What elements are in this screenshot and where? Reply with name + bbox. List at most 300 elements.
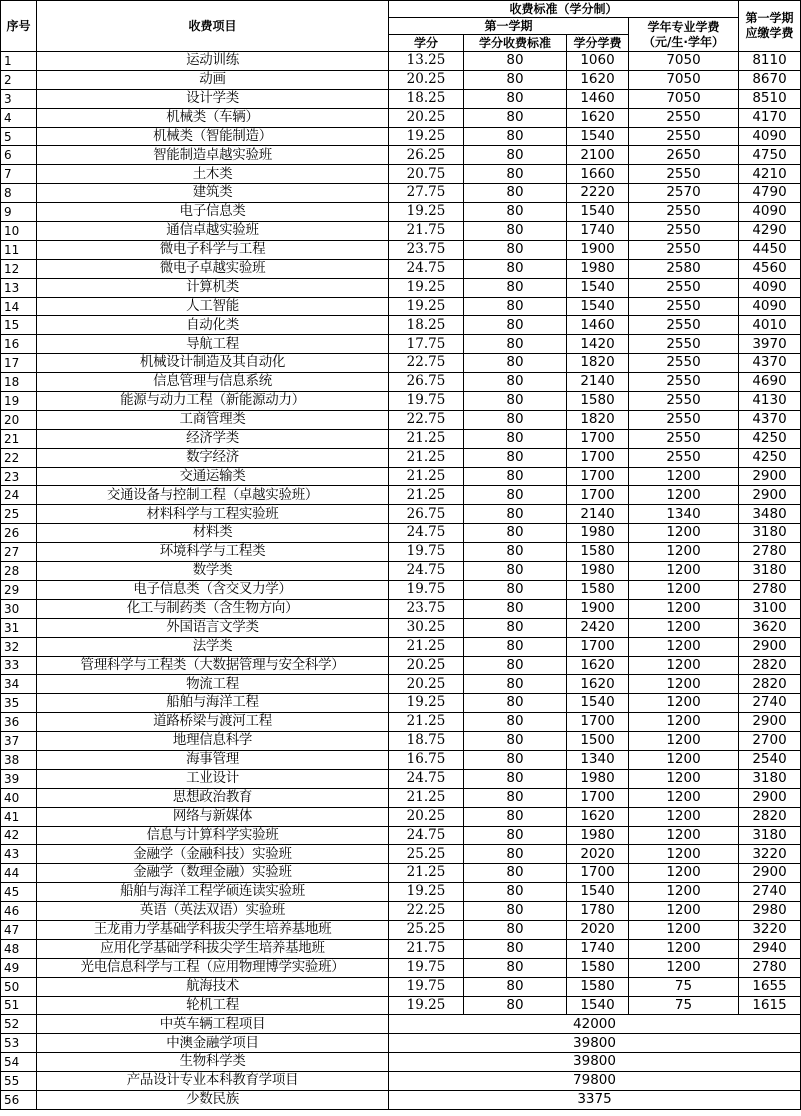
table-row	[1, 977, 801, 996]
table-row	[1, 1053, 801, 1072]
cell-item: 地理信息科学	[37, 732, 389, 751]
cell-payable: 2940	[739, 939, 801, 958]
cell-annual-fee: 1200	[629, 769, 739, 788]
cell-item: 化工与制药类（含生物方向）	[37, 599, 389, 618]
cell-annual-fee: 7050	[629, 52, 739, 71]
cell-index: 45	[1, 883, 37, 902]
table-row	[1, 750, 801, 769]
table-row	[1, 278, 801, 297]
cell-credit-rate: 80	[464, 996, 567, 1015]
cell-credits: 20.25	[389, 70, 464, 89]
cell-credit-fee: 1460	[567, 316, 629, 335]
cell-credits: 21.25	[389, 637, 464, 656]
cell-credits: 23.75	[389, 599, 464, 618]
cell-index: 5	[1, 127, 37, 146]
cell-annual-fee: 2550	[629, 448, 739, 467]
cell-credit-rate: 80	[464, 543, 567, 562]
cell-credit-rate: 80	[464, 599, 567, 618]
cell-index: 12	[1, 259, 37, 278]
cell-payable: 4090	[739, 203, 801, 222]
cell-credits: 19.75	[389, 543, 464, 562]
cell-credit-fee: 1540	[567, 883, 629, 902]
cell-annual-fee: 2550	[629, 392, 739, 411]
header-standard: 收费标准（学分制）	[389, 1, 739, 18]
cell-item: 材料类	[37, 524, 389, 543]
cell-annual-fee: 1200	[629, 788, 739, 807]
cell-item: 道路桥梁与渡河工程	[37, 713, 389, 732]
table-row	[1, 580, 801, 599]
cell-annual-fee: 2550	[629, 203, 739, 222]
cell-payable: 4130	[739, 392, 801, 411]
cell-index: 7	[1, 165, 37, 184]
cell-payable: 2900	[739, 467, 801, 486]
cell-credit-rate: 80	[464, 864, 567, 883]
table-row	[1, 1072, 801, 1091]
cell-payable: 2780	[739, 580, 801, 599]
cell-credits: 19.75	[389, 958, 464, 977]
table-row	[1, 599, 801, 618]
cell-index: 29	[1, 580, 37, 599]
cell-index: 8	[1, 184, 37, 203]
cell-credit-rate: 80	[464, 184, 567, 203]
cell-credit-rate: 80	[464, 354, 567, 373]
cell-annual-fee: 7050	[629, 70, 739, 89]
table-row	[1, 335, 801, 354]
cell-annual-fee: 2550	[629, 373, 739, 392]
cell-payable: 3180	[739, 524, 801, 543]
cell-credit-rate: 80	[464, 732, 567, 751]
table-row	[1, 769, 801, 788]
cell-credit-rate: 80	[464, 694, 567, 713]
cell-annual-fee: 1200	[629, 883, 739, 902]
table-row	[1, 354, 801, 373]
cell-credits: 18.75	[389, 732, 464, 751]
header-credit-rate: 学分收费标准	[464, 35, 567, 52]
cell-payable: 4370	[739, 354, 801, 373]
cell-total-fee: 42000	[389, 1015, 801, 1034]
cell-index: 24	[1, 486, 37, 505]
cell-payable: 2900	[739, 713, 801, 732]
cell-index: 21	[1, 429, 37, 448]
cell-credit-rate: 80	[464, 203, 567, 222]
cell-payable: 2900	[739, 788, 801, 807]
cell-credits: 21.25	[389, 713, 464, 732]
cell-credit-fee: 1540	[567, 694, 629, 713]
cell-payable: 2900	[739, 864, 801, 883]
cell-credit-rate: 80	[464, 335, 567, 354]
cell-annual-fee: 2550	[629, 222, 739, 241]
table-row	[1, 543, 801, 562]
table-row	[1, 373, 801, 392]
cell-credits: 26.75	[389, 505, 464, 524]
cell-credits: 21.25	[389, 448, 464, 467]
cell-index: 55	[1, 1072, 37, 1091]
cell-credits: 20.25	[389, 108, 464, 127]
cell-credit-rate: 80	[464, 448, 567, 467]
table-row	[1, 70, 801, 89]
cell-item: 信息管理与信息系统	[37, 373, 389, 392]
cell-credit-fee: 1620	[567, 675, 629, 694]
cell-item: 人工智能	[37, 297, 389, 316]
cell-payable: 4370	[739, 410, 801, 429]
cell-payable: 2820	[739, 807, 801, 826]
cell-credit-fee: 1700	[567, 713, 629, 732]
table-row	[1, 203, 801, 222]
cell-credits: 19.25	[389, 996, 464, 1015]
cell-credits: 20.75	[389, 165, 464, 184]
table-row	[1, 656, 801, 675]
cell-payable: 3180	[739, 769, 801, 788]
cell-index: 9	[1, 203, 37, 222]
cell-credits: 19.75	[389, 392, 464, 411]
cell-credit-fee: 1700	[567, 467, 629, 486]
table-row	[1, 675, 801, 694]
cell-credit-rate: 80	[464, 429, 567, 448]
cell-credits: 19.75	[389, 977, 464, 996]
cell-credits: 24.75	[389, 562, 464, 581]
cell-credits: 23.75	[389, 240, 464, 259]
header-first-term: 第一学期	[389, 18, 629, 35]
cell-credits: 20.25	[389, 675, 464, 694]
table-row	[1, 297, 801, 316]
cell-annual-fee: 1200	[629, 524, 739, 543]
cell-credit-rate: 80	[464, 297, 567, 316]
cell-item: 应用化学基础学科拔尖学生培养基地班	[37, 939, 389, 958]
cell-index: 47	[1, 920, 37, 939]
cell-credit-fee: 1340	[567, 750, 629, 769]
cell-index: 53	[1, 1034, 37, 1053]
cell-credits: 21.25	[389, 429, 464, 448]
cell-credit-fee: 1540	[567, 127, 629, 146]
cell-annual-fee: 2550	[629, 240, 739, 259]
cell-annual-fee: 2580	[629, 259, 739, 278]
cell-credits: 13.25	[389, 52, 464, 71]
cell-credit-rate: 80	[464, 505, 567, 524]
cell-credits: 19.25	[389, 297, 464, 316]
cell-total-fee: 79800	[389, 1072, 801, 1091]
cell-payable: 4250	[739, 448, 801, 467]
table-row	[1, 826, 801, 845]
cell-item: 工商管理类	[37, 410, 389, 429]
cell-credits: 24.75	[389, 769, 464, 788]
cell-index: 33	[1, 656, 37, 675]
table-row	[1, 184, 801, 203]
cell-payable: 8670	[739, 70, 801, 89]
cell-credits: 16.75	[389, 750, 464, 769]
cell-credit-rate: 80	[464, 316, 567, 335]
cell-credit-rate: 80	[464, 977, 567, 996]
cell-credits: 21.25	[389, 864, 464, 883]
cell-credit-fee: 1700	[567, 429, 629, 448]
cell-credits: 18.25	[389, 316, 464, 335]
header-payable-line2: 应缴学费	[745, 26, 794, 40]
cell-credits: 24.75	[389, 826, 464, 845]
header-annual-fee-line1: 学年专业学费	[647, 19, 720, 34]
cell-item: 机械类（智能制造）	[37, 127, 389, 146]
cell-payable: 2980	[739, 902, 801, 921]
cell-payable: 4250	[739, 429, 801, 448]
cell-item: 网络与新媒体	[37, 807, 389, 826]
cell-payable: 1655	[739, 977, 801, 996]
table-row	[1, 524, 801, 543]
cell-annual-fee: 2550	[629, 165, 739, 184]
cell-item: 建筑类	[37, 184, 389, 203]
cell-payable: 2780	[739, 958, 801, 977]
cell-index: 42	[1, 826, 37, 845]
cell-index: 54	[1, 1053, 37, 1072]
cell-credits: 20.25	[389, 807, 464, 826]
cell-payable: 4290	[739, 222, 801, 241]
cell-annual-fee: 2650	[629, 146, 739, 165]
cell-credit-fee: 1700	[567, 864, 629, 883]
cell-payable: 4090	[739, 127, 801, 146]
cell-credits: 22.75	[389, 354, 464, 373]
cell-index: 46	[1, 902, 37, 921]
cell-item: 轮机工程	[37, 996, 389, 1015]
cell-credit-fee: 1700	[567, 637, 629, 656]
table-row	[1, 958, 801, 977]
cell-item: 工业设计	[37, 769, 389, 788]
cell-credits: 27.75	[389, 184, 464, 203]
cell-credit-rate: 80	[464, 524, 567, 543]
cell-annual-fee: 2570	[629, 184, 739, 203]
cell-credit-rate: 80	[464, 486, 567, 505]
cell-credit-fee: 1460	[567, 89, 629, 108]
cell-credit-fee: 1540	[567, 203, 629, 222]
cell-annual-fee: 1200	[629, 562, 739, 581]
cell-credit-rate: 80	[464, 108, 567, 127]
cell-credit-rate: 80	[464, 902, 567, 921]
cell-annual-fee: 1200	[629, 750, 739, 769]
cell-payable: 3220	[739, 920, 801, 939]
cell-index: 34	[1, 675, 37, 694]
cell-credit-fee: 2420	[567, 618, 629, 637]
cell-annual-fee: 1200	[629, 939, 739, 958]
cell-payable: 2900	[739, 486, 801, 505]
cell-item: 光电信息科学与工程（应用物理博学实验班）	[37, 958, 389, 977]
table-row	[1, 448, 801, 467]
cell-payable: 2820	[739, 675, 801, 694]
cell-credit-rate: 80	[464, 826, 567, 845]
cell-annual-fee: 1200	[629, 618, 739, 637]
cell-annual-fee: 1200	[629, 864, 739, 883]
cell-credit-fee: 1980	[567, 562, 629, 581]
cell-index: 48	[1, 939, 37, 958]
table-row	[1, 1090, 801, 1109]
cell-item: 中英车辆工程项目	[37, 1015, 389, 1034]
cell-item: 土木类	[37, 165, 389, 184]
cell-credit-rate: 80	[464, 70, 567, 89]
cell-item: 微电子卓越实验班	[37, 259, 389, 278]
cell-credit-fee: 1980	[567, 826, 629, 845]
cell-credit-rate: 80	[464, 373, 567, 392]
cell-credits: 21.25	[389, 788, 464, 807]
cell-item: 导航工程	[37, 335, 389, 354]
cell-item: 自动化类	[37, 316, 389, 335]
table-header	[1, 1, 801, 52]
table-row	[1, 240, 801, 259]
cell-credit-rate: 80	[464, 127, 567, 146]
cell-annual-fee: 1200	[629, 486, 739, 505]
cell-credits: 26.75	[389, 373, 464, 392]
cell-credits: 22.75	[389, 410, 464, 429]
table-row	[1, 732, 801, 751]
cell-credit-rate: 80	[464, 788, 567, 807]
table-row	[1, 920, 801, 939]
cell-credit-fee: 1740	[567, 939, 629, 958]
cell-credit-fee: 1700	[567, 448, 629, 467]
cell-payable: 2900	[739, 637, 801, 656]
cell-item: 机械类（车辆）	[37, 108, 389, 127]
cell-credits: 20.25	[389, 656, 464, 675]
cell-credit-rate: 80	[464, 52, 567, 71]
cell-credit-rate: 80	[464, 580, 567, 599]
cell-payable: 4790	[739, 184, 801, 203]
cell-credits: 30.25	[389, 618, 464, 637]
cell-item: 金融学（金融科技）实验班	[37, 845, 389, 864]
cell-payable: 4090	[739, 297, 801, 316]
table-row	[1, 939, 801, 958]
cell-credit-rate: 80	[464, 883, 567, 902]
cell-index: 39	[1, 769, 37, 788]
cell-credit-fee: 1580	[567, 977, 629, 996]
table-row	[1, 788, 801, 807]
cell-annual-fee: 2550	[629, 429, 739, 448]
cell-item: 管理科学与工程类（大数据管理与安全科学）	[37, 656, 389, 675]
cell-index: 41	[1, 807, 37, 826]
cell-annual-fee: 1200	[629, 637, 739, 656]
cell-credit-fee: 1980	[567, 259, 629, 278]
cell-annual-fee: 2550	[629, 354, 739, 373]
cell-payable: 2700	[739, 732, 801, 751]
table-row	[1, 864, 801, 883]
cell-credit-rate: 80	[464, 618, 567, 637]
cell-item: 生物科学类	[37, 1053, 389, 1072]
cell-credit-fee: 1980	[567, 524, 629, 543]
cell-credit-rate: 80	[464, 845, 567, 864]
cell-payable: 4010	[739, 316, 801, 335]
cell-credit-fee: 1580	[567, 392, 629, 411]
header-item: 收费项目	[37, 1, 389, 52]
table-row	[1, 1015, 801, 1034]
cell-credit-fee: 1820	[567, 354, 629, 373]
cell-item: 运动训练	[37, 52, 389, 71]
table-row	[1, 467, 801, 486]
cell-annual-fee: 2550	[629, 335, 739, 354]
cell-payable: 4690	[739, 373, 801, 392]
table-row	[1, 316, 801, 335]
cell-index: 22	[1, 448, 37, 467]
cell-annual-fee: 1200	[629, 807, 739, 826]
cell-credits: 21.75	[389, 222, 464, 241]
cell-payable: 2740	[739, 883, 801, 902]
cell-credit-rate: 80	[464, 146, 567, 165]
cell-payable: 2780	[739, 543, 801, 562]
table-row	[1, 52, 801, 71]
cell-credits: 19.25	[389, 127, 464, 146]
cell-payable: 4210	[739, 165, 801, 184]
cell-annual-fee: 75	[629, 996, 739, 1015]
cell-index: 13	[1, 278, 37, 297]
cell-payable: 3970	[739, 335, 801, 354]
cell-item: 外国语言文学类	[37, 618, 389, 637]
cell-credit-fee: 1580	[567, 543, 629, 562]
header-credit-fee: 学分学费	[567, 35, 629, 52]
cell-payable: 8110	[739, 52, 801, 71]
cell-credits: 19.25	[389, 203, 464, 222]
cell-credit-fee: 1740	[567, 222, 629, 241]
cell-credit-fee: 1540	[567, 996, 629, 1015]
cell-credits: 25.25	[389, 920, 464, 939]
cell-payable: 3180	[739, 562, 801, 581]
cell-index: 14	[1, 297, 37, 316]
cell-credit-rate: 80	[464, 807, 567, 826]
cell-credit-rate: 80	[464, 240, 567, 259]
cell-index: 4	[1, 108, 37, 127]
cell-annual-fee: 1200	[629, 920, 739, 939]
cell-index: 27	[1, 543, 37, 562]
cell-item: 电子信息类	[37, 203, 389, 222]
cell-index: 6	[1, 146, 37, 165]
cell-credit-fee: 2220	[567, 184, 629, 203]
cell-index: 18	[1, 373, 37, 392]
cell-index: 38	[1, 750, 37, 769]
cell-index: 37	[1, 732, 37, 751]
table-row	[1, 108, 801, 127]
cell-annual-fee: 1200	[629, 958, 739, 977]
cell-index: 31	[1, 618, 37, 637]
table-row	[1, 902, 801, 921]
cell-index: 25	[1, 505, 37, 524]
cell-credits: 21.25	[389, 486, 464, 505]
cell-credits: 21.75	[389, 939, 464, 958]
cell-item: 环境科学与工程类	[37, 543, 389, 562]
cell-credits: 21.25	[389, 467, 464, 486]
cell-index: 28	[1, 562, 37, 581]
cell-index: 23	[1, 467, 37, 486]
cell-credit-rate: 80	[464, 165, 567, 184]
cell-credits: 19.75	[389, 580, 464, 599]
cell-payable: 4170	[739, 108, 801, 127]
cell-item: 经济学类	[37, 429, 389, 448]
cell-item: 船舶与海洋工程	[37, 694, 389, 713]
cell-item: 交通运输类	[37, 467, 389, 486]
cell-credit-rate: 80	[464, 750, 567, 769]
cell-item: 智能制造卓越实验班	[37, 146, 389, 165]
cell-annual-fee: 1200	[629, 713, 739, 732]
cell-annual-fee: 1200	[629, 902, 739, 921]
cell-payable: 3220	[739, 845, 801, 864]
cell-credit-fee: 1620	[567, 656, 629, 675]
cell-item: 计算机类	[37, 278, 389, 297]
cell-credits: 24.75	[389, 524, 464, 543]
cell-index: 50	[1, 977, 37, 996]
cell-index: 3	[1, 89, 37, 108]
cell-credit-fee: 2140	[567, 373, 629, 392]
cell-credit-fee: 1700	[567, 788, 629, 807]
cell-credit-rate: 80	[464, 89, 567, 108]
cell-index: 52	[1, 1015, 37, 1034]
cell-credit-fee: 1580	[567, 958, 629, 977]
cell-payable: 4750	[739, 146, 801, 165]
cell-credit-fee: 1420	[567, 335, 629, 354]
table-row	[1, 410, 801, 429]
cell-payable: 2820	[739, 656, 801, 675]
cell-item: 电子信息类（含交叉力学）	[37, 580, 389, 599]
cell-index: 40	[1, 788, 37, 807]
cell-annual-fee: 1200	[629, 732, 739, 751]
cell-credit-rate: 80	[464, 222, 567, 241]
